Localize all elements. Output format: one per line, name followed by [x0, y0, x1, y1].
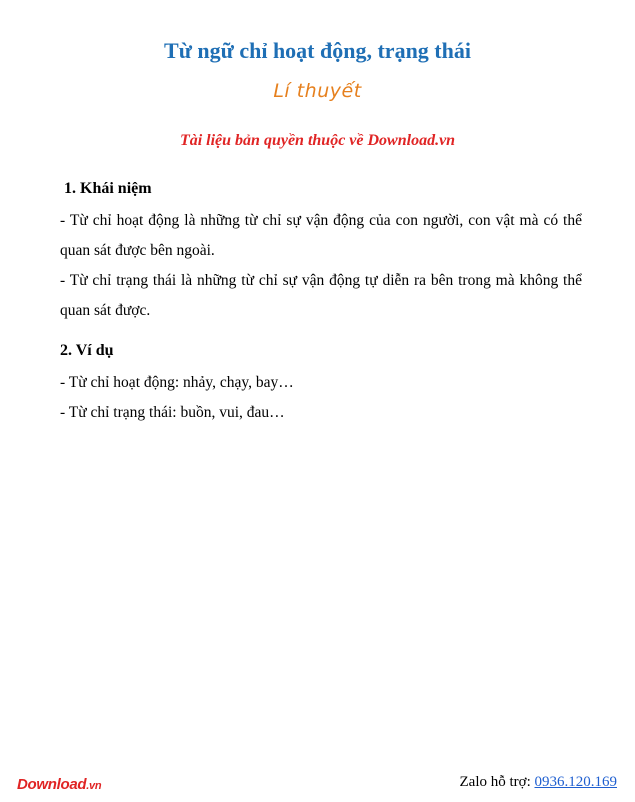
copyright-notice: Tài liệu bản quyền thuộc về Download.vn — [179, 132, 456, 149]
support-phone-link[interactable]: 0936.120.169 — [534, 774, 617, 790]
section-body-examples — [60, 368, 582, 428]
document-title: Từ ngữ chỉ hoạt động, trạng thái — [164, 38, 471, 63]
support-label: Zalo hỗ trợ: — [459, 774, 535, 790]
section-heading-concept: 1. Khái niệm — [64, 180, 152, 197]
paragraph-line: - Từ chỉ trạng thái là những từ chỉ sự vận động tự diễn ra bên trong mà không thể quan sát được. — [60, 272, 582, 319]
support-contact — [460, 774, 618, 791]
download-logo[interactable] — [17, 776, 101, 793]
paragraph-line: - Từ chỉ hoạt động là những từ chỉ sự vận động của con người, con vật mà có thể quan sát được bên ngoài. — [60, 212, 582, 259]
section-heading-examples: 2. Ví dụ — [60, 342, 114, 359]
paragraph-line: - Từ chỉ trạng thái: buồn, vui, đau… — [60, 404, 285, 421]
section-body-concept — [60, 206, 582, 326]
document-subtitle: Lí thuyết — [273, 80, 362, 102]
logo-suffix: .vn — [86, 780, 102, 792]
paragraph-line: - Từ chỉ hoạt động: nhảy, chạy, bay… — [60, 374, 294, 391]
logo-text: Download — [17, 776, 87, 793]
